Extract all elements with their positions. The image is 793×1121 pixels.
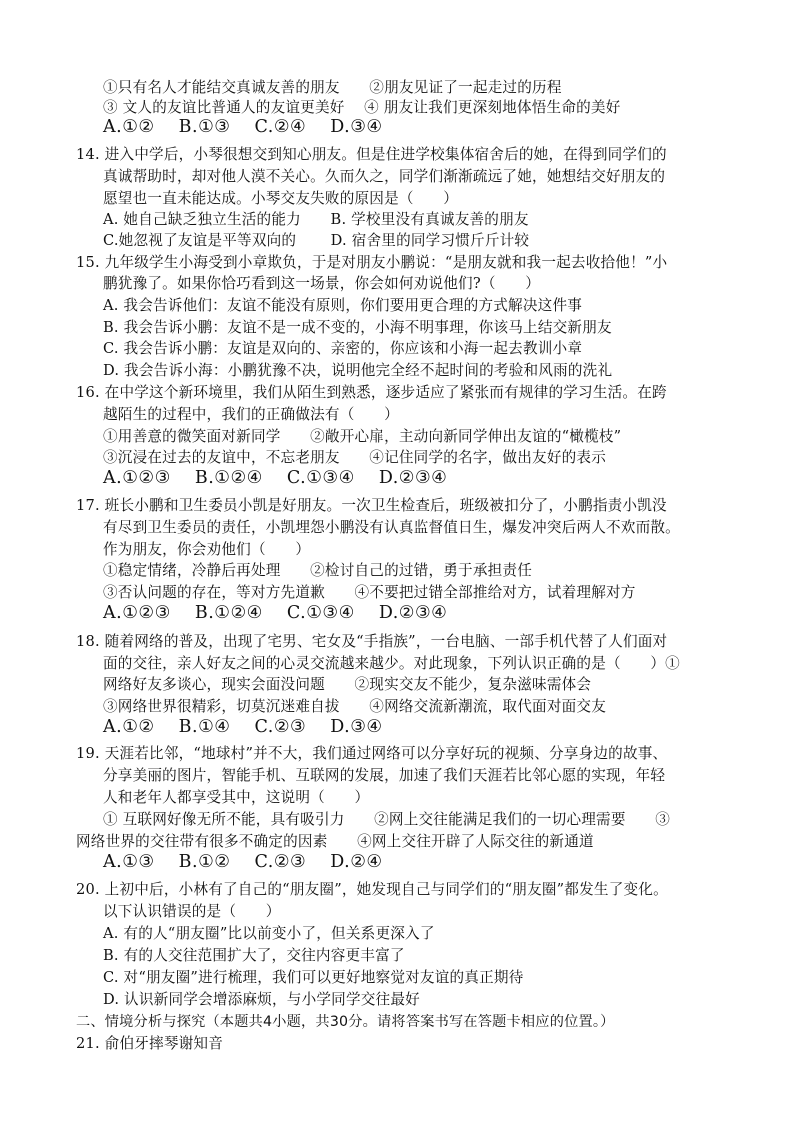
question-14: 14. 进入中学后，小琴很想交到知心朋友。但是住进学校集体宿舍后的她，在得到同学们的 bbox=[76, 146, 667, 163]
question-16: 16. 在中学这个新环境里，我们从陌生到熟悉，逐步适应了紧张而有规律的学习生活。在跨 bbox=[76, 384, 667, 401]
option-line: A. 有的人“朋友圈”比以前变小了，但关系更深入了 bbox=[103, 925, 435, 942]
answer-options: A.①② B.①③ C.②④ D.③④ bbox=[103, 117, 383, 137]
text-line: ③否认问题的存在，等对方先道歉 ④不要把过错全部推给对方，试着理解对方 bbox=[103, 584, 636, 601]
option-line: A. 我会告诉他们：友谊不能没有原则，你们要用更合理的方式解决这件事 bbox=[103, 297, 583, 314]
text-line: 分享美丽的图片，智能手机、互联网的发展，加速了我们天涯若比邻心愿的实现，年轻 bbox=[103, 767, 666, 784]
answer-options: A.①③ B.①② C.②③ D.②④ bbox=[103, 852, 383, 872]
option-line: B. 有的人交往范围扩大了，交往内容更丰富了 bbox=[103, 947, 405, 964]
text-line: 越陌生的过程中，我们的正确做法有（ ） bbox=[103, 406, 399, 423]
option-line: D. 认识新同学会增添麻烦，与小学同学交往最好 bbox=[103, 991, 420, 1008]
section-heading: 二、情境分析与探究（本题共4小题，共30分。请将答案书写在答题卡相应的位置。） bbox=[76, 1014, 615, 1030]
question-18: 18. 随着网络的普及，出现了宅男、宅女及“手指族”，一台电脑、一部手机代替了人们面对 bbox=[76, 633, 668, 650]
text-line: ① 互联网好像无所不能，具有吸引力 ②网上交往能满足我们的一切心理需要 ③ bbox=[103, 811, 671, 828]
text-line: 人和老年人都享受其中，这说明（ ） bbox=[103, 789, 370, 806]
option-line: C.她忽视了友谊是平等双向的 D. 宿舍里的同学习惯斤斤计较 bbox=[103, 232, 530, 249]
text-line: 网络好友多谈心，现实会面没问题 ②现实交友不能少，复杂滋味需体会 bbox=[103, 676, 592, 693]
question-20: 20. 上初中后，小林有了自己的“朋友圈”，她发现自己与同学们的“朋友圈”都发生了变化。 bbox=[76, 881, 668, 898]
text-line: 以下认识错误的是（ ） bbox=[103, 903, 281, 920]
text-line: 愿望也一直未能达成。小琴交友失败的原因是（ ） bbox=[103, 190, 459, 207]
text-line: ①稳定情绪，冷静后再处理 ②检讨自己的过错，勇于承担责任 bbox=[103, 562, 533, 579]
answer-options: A.①②③ B.①②④ C.①③④ D.②③④ bbox=[103, 603, 448, 623]
option-line: B. 我会告诉小鹏：友谊不是一成不变的，小海不明事理，你该马上结交新朋友 bbox=[103, 319, 612, 336]
question-15: 15. 九年级学生小海受到小章欺负，于是对朋友小鹏说：“是朋友就和我一起去收拾他！”小 bbox=[76, 254, 668, 271]
text-line: ①只有名人才能结交真诚友善的朋友 ②朋友见证了一起走过的历程 bbox=[103, 79, 562, 96]
text-line: ③沉浸在过去的友谊中，不忘老朋友 ④记住同学的名字，做出友好的表示 bbox=[103, 449, 606, 466]
question-17: 17. 班长小鹏和卫生委员小凯是好朋友。一次卫生检查后，班级被扣分了，小鹏指责小凯没 bbox=[76, 497, 667, 514]
text-line: ③ 文人的友谊比普通人的友谊更美好 ④ 朋友让我们更深刻地体悟生命的美好 bbox=[103, 99, 621, 116]
option-line: C. 我会告诉小鹏：友谊是双向的、亲密的，你应该和小海一起去教训小章 bbox=[103, 340, 583, 357]
question-21: 21. 俞伯牙摔琴谢知音 bbox=[76, 1035, 223, 1052]
answer-options: A.①②③ B.①②④ C.①③④ D.②③④ bbox=[103, 468, 448, 488]
text-line: 作为朋友，你会劝他们（ ） bbox=[103, 541, 311, 558]
text-line: ①用善意的微笑面对新同学 ②敞开心扉，主动向新同学伸出友谊的“橄榄枝” bbox=[103, 428, 622, 445]
option-line: D. 我会告诉小海：小鹏犹豫不决，说明他完全经不起时间的考验和风雨的洗礼 bbox=[103, 362, 613, 379]
text-line: 面的交往，亲人好友之间的心灵交流越来越少。对此现象，下列认识正确的是（ ）① bbox=[103, 655, 680, 672]
option-line: A. 她自己缺乏独立生活的能力 B. 学校里没有真诚友善的朋友 bbox=[103, 211, 529, 228]
text-line: 网络世界的交往带有很多不确定的因素 ④网上交往开辟了人际交往的新通道 bbox=[76, 833, 594, 850]
text-line: ③网络世界很精彩，切莫沉迷难自拔 ④网络交流新潮流，取代面对面交友 bbox=[103, 698, 606, 715]
answer-options: A.①② B.①④ C.②③ D.③④ bbox=[103, 717, 383, 737]
text-line: 鹏犹豫了。如果你恰巧看到这一场景，你会如何劝说他们?（ ） bbox=[103, 275, 541, 292]
question-19: 19. 天涯若比邻，“地球村”并不大，我们通过网络可以分享好玩的视频、分享身边的故事、 bbox=[76, 745, 668, 762]
text-line: 真诚帮助时，却对他人漠不关心。久而久之，同学们渐渐疏远了她，她想结交好朋友的 bbox=[103, 168, 666, 185]
option-line: C. 对“朋友圈”进行梳理，我们可以更好地察觉对友谊的真正期待 bbox=[103, 969, 524, 986]
text-line: 有尽到卫生委员的责任，小凯埋怨小鹏没有认真监督值日生，爆发冲突后两人不欢而散。 bbox=[103, 519, 680, 536]
